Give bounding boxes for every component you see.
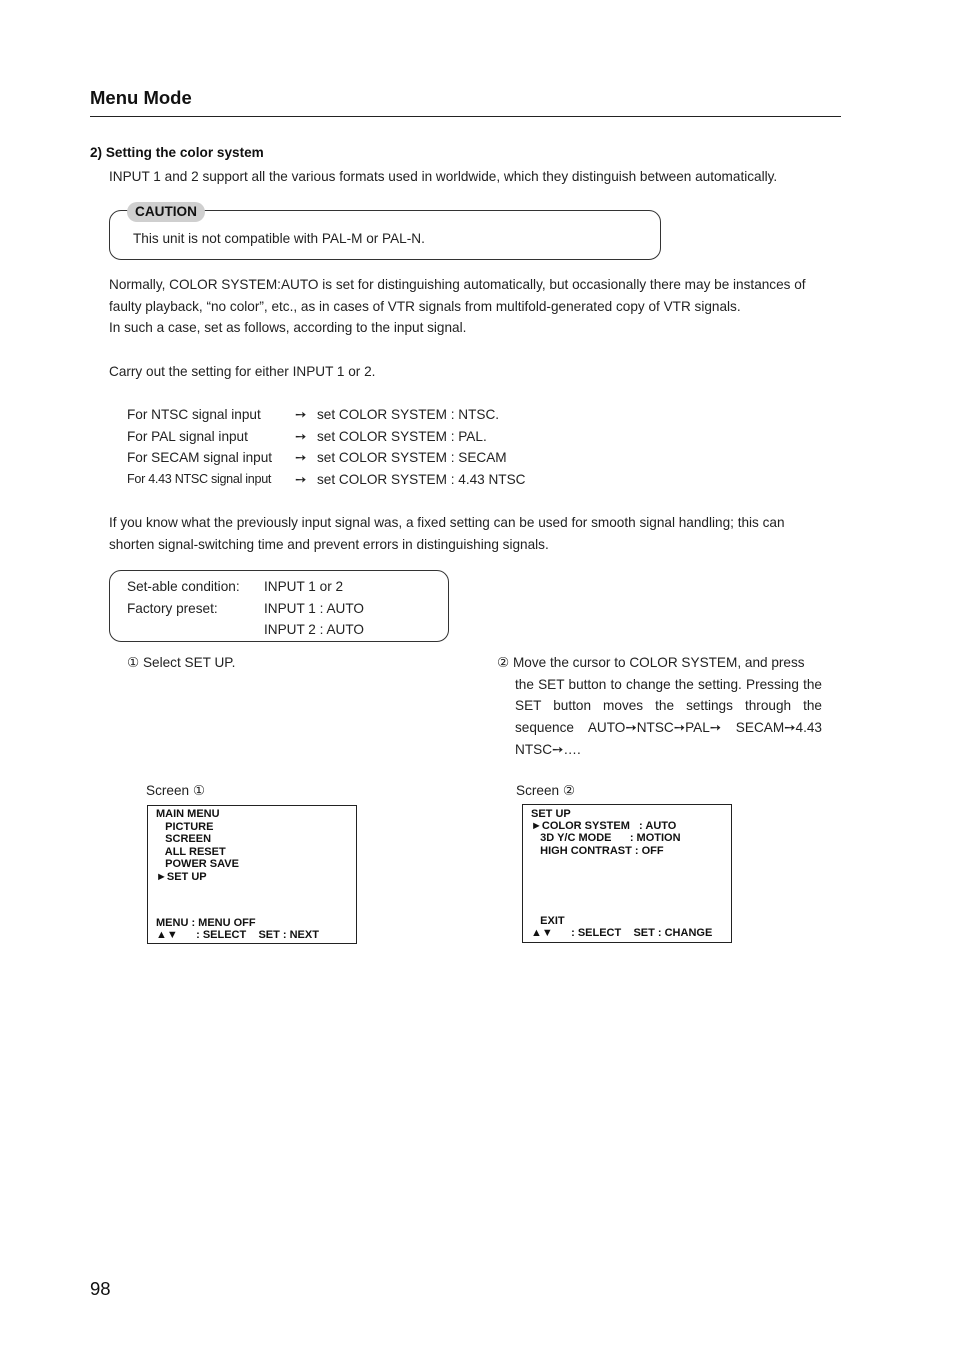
step-2-continuation: the SET button to change the setting. Pressing the SET button moves the settings through the sequence AUTO➙NTSC➙PAL➙ SECAM➙4.43 NTSC➙…. [515, 676, 822, 757]
menu-line: HIGH CONTRAST : OFF [531, 844, 664, 857]
step-1: ① Select SET UP. [127, 655, 236, 670]
settable-condition-value: INPUT 1 or 2 [264, 579, 344, 594]
menu-exit-line: EXIT [531, 915, 565, 927]
signal-value-ntsc: set COLOR SYSTEM : NTSC. [317, 407, 500, 422]
factory-preset-label: Factory preset: [127, 601, 218, 616]
caution-badge: CAUTION [127, 202, 205, 222]
arrow-right-icon: ➙ [295, 472, 307, 487]
menu-footer-line: MENU : MENU OFF [156, 917, 256, 929]
paragraph-auto-detection [109, 274, 844, 339]
factory-preset-input1: INPUT 1 : AUTO [264, 601, 364, 616]
menu-line-selected: ►SET UP [156, 870, 207, 883]
page-number: 98 [90, 1278, 111, 1299]
signal-label-ntsc: For NTSC signal input [127, 407, 261, 422]
signal-label-pal: For PAL signal input [127, 429, 248, 444]
menu-line: SET UP [531, 808, 571, 820]
menu-line-selected: ►COLOR SYSTEM : AUTO [531, 820, 677, 832]
signal-value-443ntsc: set COLOR SYSTEM : 4.43 NTSC [317, 472, 526, 487]
menu-line: ALL RESET [156, 845, 226, 858]
paragraph-line: faulty playback, “no color”, etc., as in cases of VTR signals from multifold-generated copy of VTR signals. [109, 298, 741, 314]
menu-line: 3D Y/C MODE : MOTION [531, 832, 681, 844]
signal-value-secam: set COLOR SYSTEM : SECAM [317, 450, 507, 465]
caution-text: This unit is not compatible with PAL-M or PAL-N. [133, 231, 425, 246]
arrow-right-icon: ➙ [295, 407, 307, 422]
signal-value-pal: set COLOR SYSTEM : PAL. [317, 429, 487, 444]
signal-label-443ntsc: For 4.43 NTSC signal input [127, 472, 272, 486]
menu-footer-line: ▲▼ : SELECT SET : NEXT [156, 929, 319, 941]
intro-text: INPUT 1 and 2 support all the various formats used in worldwide, which they distinguish between automatically. [109, 169, 778, 184]
paragraph-fixed-setting [109, 512, 844, 555]
paragraph-line: In such a case, set as follows, according to the input signal. [109, 320, 467, 336]
screen-2-setup-menu [522, 804, 732, 943]
paragraph-line: Normally, COLOR SYSTEM:AUTO is set for distinguishing automatically, but occasionally there may be instances of [109, 277, 806, 292]
step-2-lead: ② Move the cursor to COLOR SYSTEM, and press [497, 655, 805, 670]
settable-condition-label: Set-able condition: [127, 579, 240, 594]
menu-line: PICTURE [156, 820, 214, 833]
paragraph-line: shorten signal-switching time and prevent errors in distinguishing signals. [109, 536, 549, 552]
menu-line: SCREEN [156, 833, 212, 845]
menu-line: POWER SAVE [156, 858, 239, 870]
arrow-right-icon: ➙ [295, 450, 307, 465]
screen-2-label: Screen ② [516, 783, 576, 798]
menu-footer-line: ▲▼ : SELECT SET : CHANGE [531, 927, 713, 939]
paragraph-line: If you know what the previously input signal was, a fixed setting can be used for smooth signal handling; this can [109, 515, 785, 530]
paragraph-input-choice: Carry out the setting for either INPUT 1 or 2. [109, 364, 376, 379]
page-title: Menu Mode [90, 87, 192, 108]
factory-preset-input2: INPUT 2 : AUTO [264, 622, 364, 637]
screen-1-main-menu [147, 805, 357, 944]
step-2 [497, 652, 822, 761]
screen-1-label: Screen ① [146, 783, 206, 798]
section-heading: 2) Setting the color system [90, 145, 264, 160]
arrow-right-icon: ➙ [295, 429, 307, 444]
signal-label-secam: For SECAM signal input [127, 450, 273, 465]
menu-line: MAIN MENU [156, 808, 220, 820]
title-divider [90, 116, 841, 117]
